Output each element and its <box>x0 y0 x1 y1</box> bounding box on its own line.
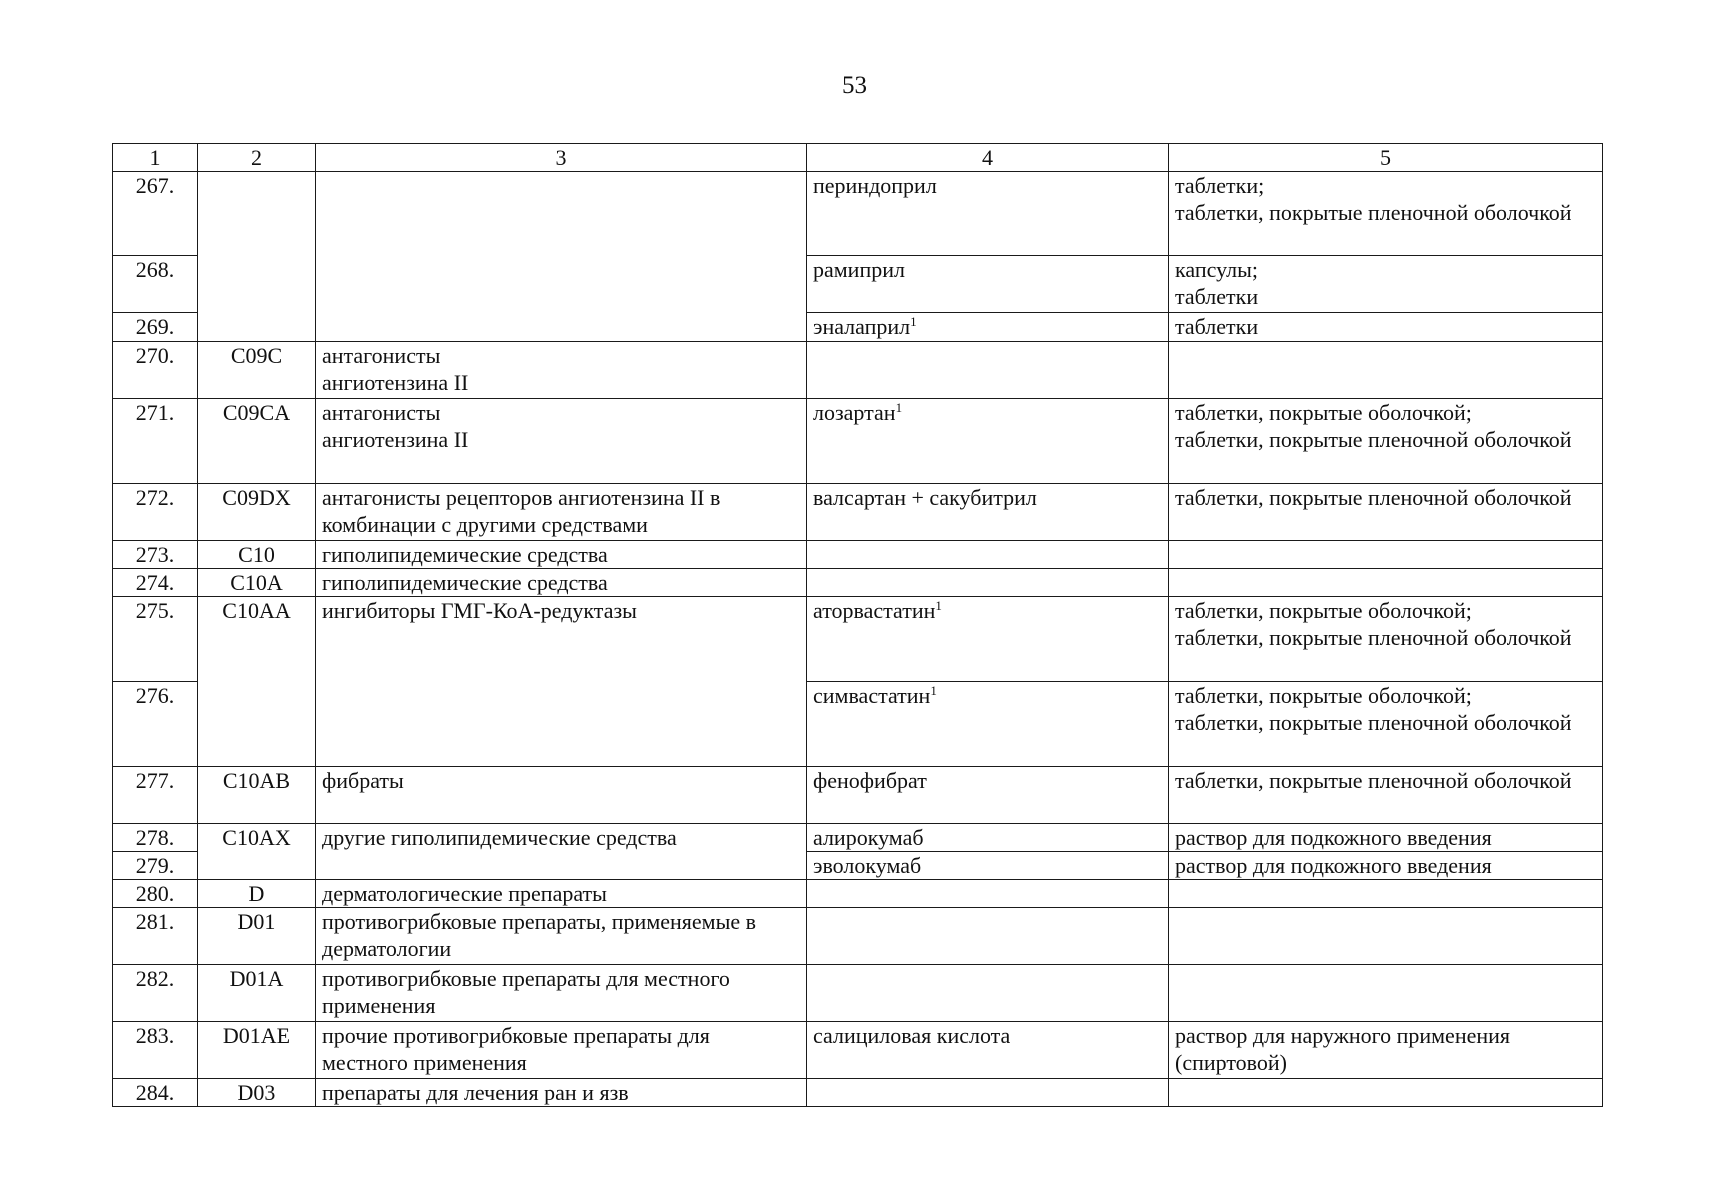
group-name: противогрибковые препараты, применяемые в дерматологии <box>316 908 807 965</box>
row-number: 280. <box>113 880 198 908</box>
header-row <box>113 144 1603 172</box>
medicines-table <box>112 143 1603 1107</box>
group-name: ингибиторы ГМГ-КоА-редуктазы <box>316 597 807 767</box>
group-name: гиполипидемические средства <box>316 569 807 597</box>
row-number: 279. <box>113 852 198 880</box>
atc-code: D03 <box>198 1079 316 1107</box>
group-name: прочие противогрибковые препараты для местного применения <box>316 1022 807 1079</box>
row-number: 278. <box>113 824 198 852</box>
dosage-form: таблетки, покрытые оболочкой; таблетки, покрытые пленочной оболочкой <box>1169 597 1603 682</box>
row-number: 272. <box>113 484 198 541</box>
row-number: 281. <box>113 908 198 965</box>
dosage-form: таблетки; таблетки, покрытые пленочной оболочкой <box>1169 172 1603 256</box>
row-number: 277. <box>113 767 198 824</box>
group-name: противогрибковые препараты для местного применения <box>316 965 807 1022</box>
table-row <box>113 342 1603 399</box>
column-header: 4 <box>807 144 1169 172</box>
group-name: антагонисты ангиотензина II <box>316 399 807 484</box>
drug-name: аторвастатин$^1$ <box>807 597 1169 682</box>
atc-code: C10AB <box>198 767 316 824</box>
table-row <box>113 172 1603 256</box>
drug-name <box>807 342 1169 399</box>
atc-code: D <box>198 880 316 908</box>
atc-code: C10AA <box>198 597 316 767</box>
drug-name: лозартан$^1$ <box>807 399 1169 484</box>
dosage-form <box>1169 569 1603 597</box>
atc-code: D01 <box>198 908 316 965</box>
drug-name: периндоприл <box>807 172 1169 256</box>
row-number: 274. <box>113 569 198 597</box>
table-row <box>113 908 1603 965</box>
row-number: 273. <box>113 541 198 569</box>
drug-name: алирокумаб <box>807 824 1169 852</box>
drug-name: салициловая кислота <box>807 1022 1169 1079</box>
row-number: 282. <box>113 965 198 1022</box>
column-header: 5 <box>1169 144 1603 172</box>
dosage-form: таблетки <box>1169 313 1603 342</box>
dosage-form <box>1169 908 1603 965</box>
row-number: 267. <box>113 172 198 256</box>
dosage-form: таблетки, покрытые оболочкой; таблетки, покрытые пленочной оболочкой <box>1169 682 1603 767</box>
page-number: 53 <box>842 72 867 99</box>
group-name: антагонисты рецепторов ангиотензина II в комбинации с другими средствами <box>316 484 807 541</box>
table-row <box>113 1022 1603 1079</box>
atc-code: C09C <box>198 342 316 399</box>
table-row <box>113 824 1603 852</box>
drug-name: валсартан + сакубитрил <box>807 484 1169 541</box>
drug-name <box>807 541 1169 569</box>
drug-name <box>807 965 1169 1022</box>
atc-code: D01AE <box>198 1022 316 1079</box>
dosage-form <box>1169 880 1603 908</box>
row-number: 276. <box>113 682 198 767</box>
column-header: 2 <box>198 144 316 172</box>
table-row <box>113 484 1603 541</box>
dosage-form: таблетки, покрытые оболочкой; таблетки, покрытые пленочной оболочкой <box>1169 399 1603 484</box>
drug-name: эволокумаб <box>807 852 1169 880</box>
dosage-form <box>1169 342 1603 399</box>
row-number: 271. <box>113 399 198 484</box>
drug-name: эналаприл$^1$ <box>807 313 1169 342</box>
atc-code: D01A <box>198 965 316 1022</box>
drug-name <box>807 1079 1169 1107</box>
atc-code: C10AX <box>198 824 316 880</box>
dosage-form: раствор для подкожного введения <box>1169 824 1603 852</box>
row-number: 269. <box>113 313 198 342</box>
group-name-cell <box>316 172 807 342</box>
row-number: 275. <box>113 597 198 682</box>
group-name: другие гиполипидемические средства <box>316 824 807 880</box>
group-name: гиполипидемические средства <box>316 541 807 569</box>
table-row <box>113 767 1603 824</box>
group-name: фибраты <box>316 767 807 824</box>
table-row <box>113 541 1603 569</box>
row-number: 268. <box>113 256 198 313</box>
drug-name: фенофибрат <box>807 767 1169 824</box>
atc-code-cell <box>198 172 316 342</box>
drug-name: симвастатин$^1$ <box>807 682 1169 767</box>
row-number: 283. <box>113 1022 198 1079</box>
dosage-form <box>1169 1079 1603 1107</box>
table-row <box>113 569 1603 597</box>
dosage-form <box>1169 541 1603 569</box>
group-name: антагонисты ангиотензина II <box>316 342 807 399</box>
atc-code: C10 <box>198 541 316 569</box>
table-row <box>113 597 1603 682</box>
group-name: дерматологические препараты <box>316 880 807 908</box>
drug-name <box>807 880 1169 908</box>
column-header: 1 <box>113 144 198 172</box>
drug-name: рамиприл <box>807 256 1169 313</box>
column-header: 3 <box>316 144 807 172</box>
dosage-form: таблетки, покрытые пленочной оболочкой <box>1169 767 1603 824</box>
drug-name <box>807 569 1169 597</box>
row-number: 284. <box>113 1079 198 1107</box>
dosage-form: таблетки, покрытые пленочной оболочкой <box>1169 484 1603 541</box>
table-row <box>113 1079 1603 1107</box>
dosage-form: капсулы; таблетки <box>1169 256 1603 313</box>
group-name: препараты для лечения ран и язв <box>316 1079 807 1107</box>
table-row <box>113 965 1603 1022</box>
atc-code: C10A <box>198 569 316 597</box>
row-number: 270. <box>113 342 198 399</box>
dosage-form: раствор для наружного применения (спиртовой) <box>1169 1022 1603 1079</box>
dosage-form: раствор для подкожного введения <box>1169 852 1603 880</box>
table-row <box>113 880 1603 908</box>
drug-name <box>807 908 1169 965</box>
dosage-form <box>1169 965 1603 1022</box>
atc-code: C09DX <box>198 484 316 541</box>
table-row <box>113 399 1603 484</box>
atc-code: C09CA <box>198 399 316 484</box>
